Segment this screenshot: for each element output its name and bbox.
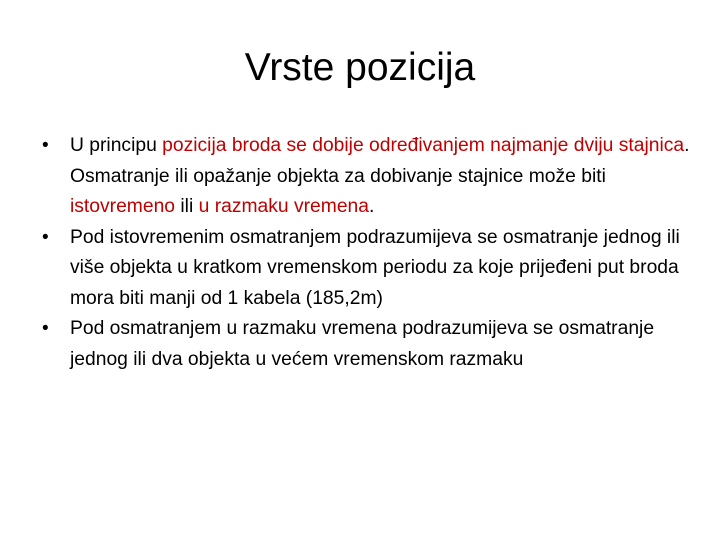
highlighted-segment: pozicija broda se dobije određivanjem najmanje dviju stajnica xyxy=(162,135,685,156)
bullet-item xyxy=(42,314,692,375)
highlighted-segment: istovremeno xyxy=(70,196,176,217)
bullet-text xyxy=(70,318,654,370)
text-segment: . xyxy=(369,196,375,217)
bullet-icon: • xyxy=(42,135,49,156)
bullet-icon: • xyxy=(42,318,49,339)
text-segment: Pod osmatranjem u razmaku vremena podrazumijeva se osmatranje jednog ili dva objekta u većem vremenskom razmaku xyxy=(70,318,655,370)
bullet-icon: • xyxy=(42,226,49,248)
text-segment: U principu xyxy=(70,135,163,156)
bullet-item xyxy=(42,223,692,315)
bullet-item xyxy=(42,131,692,223)
bullet-text xyxy=(70,227,680,309)
bullet-list xyxy=(42,131,692,375)
highlighted-segment: u razmaku vremena xyxy=(198,196,369,217)
text-segment: . Osmatranje ili opažanje objekta za dobivanje stajnice može biti xyxy=(70,135,690,187)
slide-title: Vrste pozicija xyxy=(244,46,476,89)
text-segment: Pod istovremenim osmatranjem podrazumijeva se osmatranje jednog ili više objekta u kratkom vremenskom periodu za koje prijeđeni put broda mora biti manji od 1 kabela (185,2m) xyxy=(70,226,680,309)
text-segment: ili xyxy=(175,196,199,217)
bullet-text xyxy=(70,135,690,217)
